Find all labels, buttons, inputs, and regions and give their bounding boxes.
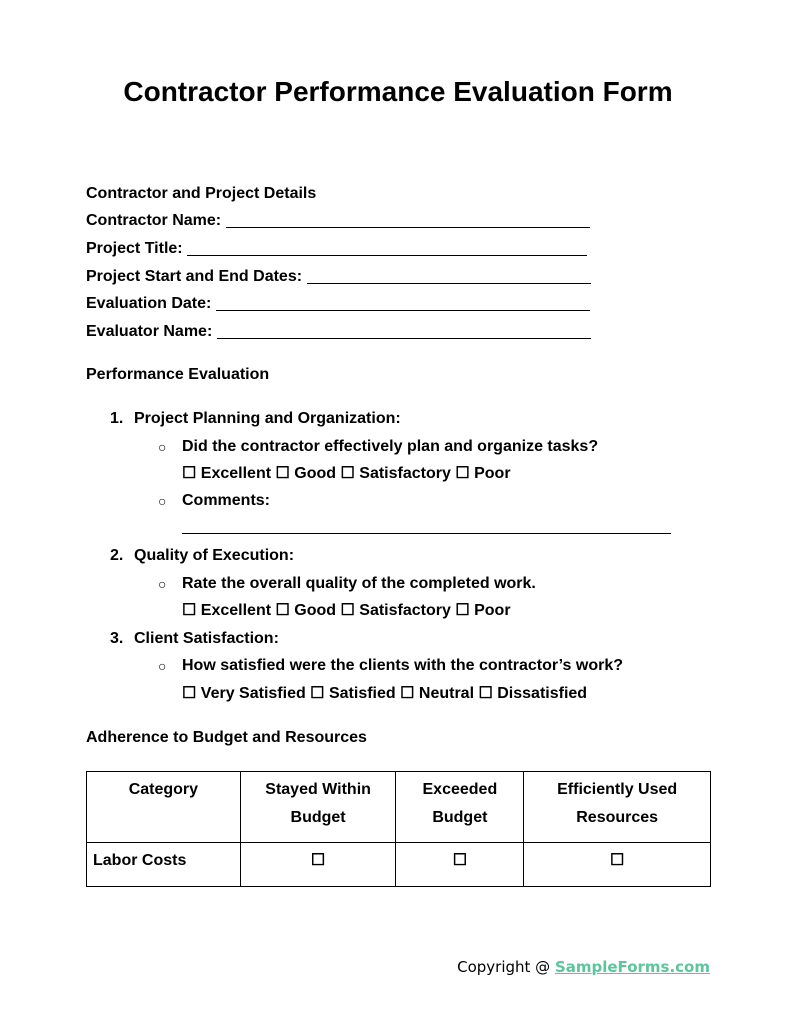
rating-options-quality[interactable]: ☐ Excellent ☐ Good ☐ Satisfactory ☐ Poor	[182, 602, 511, 619]
comments-field[interactable]	[182, 533, 671, 534]
contractor-name-label: Contractor Name:	[86, 212, 222, 229]
copyright-notice	[457, 957, 710, 977]
page-title: Contractor Performance Evaluation Form	[123, 76, 673, 107]
item-number: 3.	[110, 630, 124, 647]
item-label-planning: Project Planning and Organization:	[134, 410, 401, 427]
bullet-icon: ○	[158, 576, 167, 592]
project-dates-field[interactable]	[307, 283, 591, 284]
performance-heading: Performance Evaluation	[86, 366, 270, 383]
budget-heading: Adherence to Budget and Resources	[86, 729, 367, 746]
budget-table	[86, 771, 711, 887]
question-satisfaction: How satisfied were the clients with the contractor’s work?	[182, 657, 623, 674]
item-label-satisfaction: Client Satisfaction:	[134, 630, 279, 647]
bullet-icon: ○	[158, 493, 167, 509]
question-quality: Rate the overall quality of the completed work.	[182, 575, 536, 592]
item-label-quality: Quality of Execution:	[134, 547, 295, 564]
evaluator-name-field[interactable]	[217, 338, 591, 339]
table-header-row	[87, 772, 711, 843]
question-planning: Did the contractor effectively plan and organize tasks?	[182, 438, 599, 455]
evaluation-date-field[interactable]	[216, 310, 590, 311]
column-header-stayed-within-budget: Stayed Within Budget	[240, 772, 396, 843]
bullet-icon: ○	[158, 439, 167, 455]
bullet-icon: ○	[158, 658, 167, 674]
rating-options-planning[interactable]: ☐ Excellent ☐ Good ☐ Satisfactory ☐ Poor	[182, 465, 511, 482]
efficiently-used-resources-checkbox[interactable]: ☐	[524, 843, 711, 887]
rating-options-satisfaction[interactable]: ☐ Very Satisfied ☐ Satisfied ☐ Neutral ☐ Dissatisfied	[182, 685, 588, 702]
contractor-name-field[interactable]	[226, 227, 590, 228]
stayed-within-budget-checkbox[interactable]: ☐	[240, 843, 396, 887]
project-dates-label: Project Start and End Dates:	[86, 268, 303, 285]
exceeded-budget-checkbox[interactable]: ☐	[396, 843, 524, 887]
brand-link[interactable]: SampleForms.com	[554, 958, 710, 976]
row-category-labor-costs: Labor Costs	[87, 843, 241, 887]
project-title-field[interactable]	[187, 255, 587, 256]
column-header-exceeded-budget: Exceeded Budget	[396, 772, 524, 843]
item-number: 1.	[110, 410, 124, 427]
item-number: 2.	[110, 547, 124, 564]
project-title-label: Project Title:	[86, 240, 183, 257]
evaluator-name-label: Evaluator Name:	[86, 323, 213, 340]
evaluation-date-label: Evaluation Date:	[86, 295, 212, 312]
comments-label: Comments:	[182, 492, 271, 509]
table-row	[87, 843, 711, 887]
copyright-prefix: Copyright @	[457, 958, 555, 976]
details-heading: Contractor and Project Details	[86, 185, 317, 202]
column-header-efficiently-used-resources: Efficiently Used Resources	[524, 772, 711, 843]
column-header-category: Category	[87, 772, 241, 843]
